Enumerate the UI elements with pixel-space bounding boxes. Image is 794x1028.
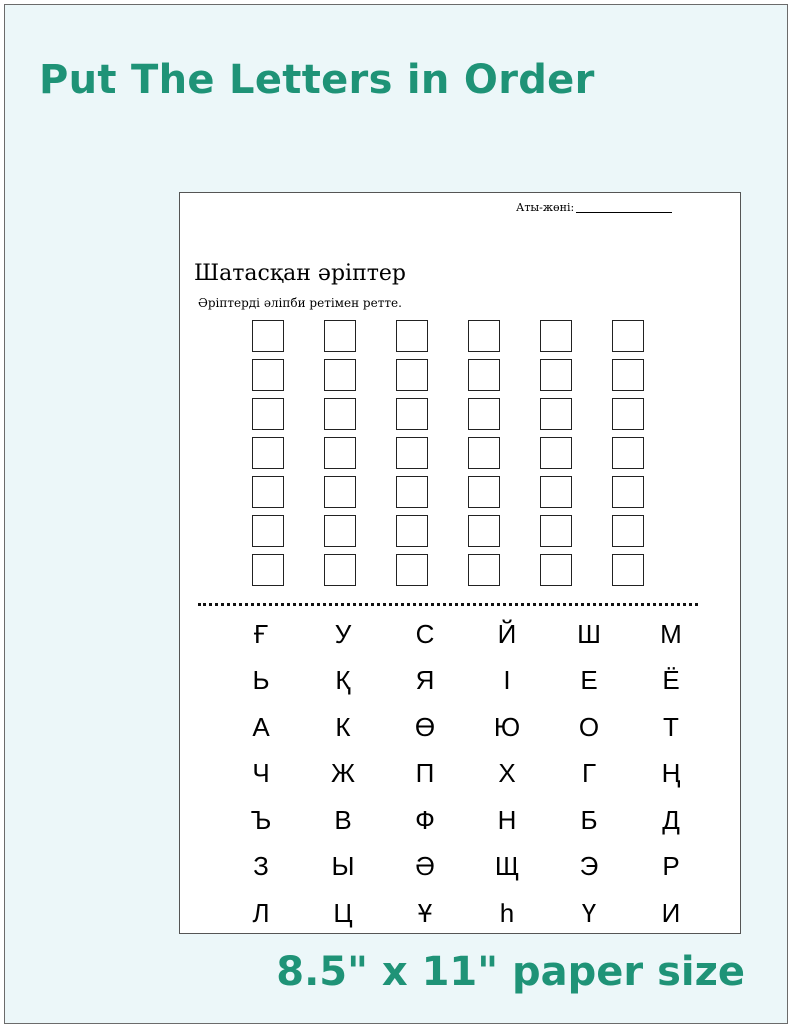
answer-box [540,320,572,352]
letter-cell: Л [252,897,270,928]
answer-box [396,554,428,586]
letter-cell: А [252,711,270,742]
letter-cell: һ [499,897,515,928]
answer-box [252,398,284,430]
answer-box [396,476,428,508]
letter-cell: Ң [661,758,681,789]
letter-cell: Ц [333,897,353,928]
letter-cell: Е [580,665,598,696]
letter-cell: Д [662,804,680,835]
answer-box [612,320,644,352]
letter-cell: Ғ [253,618,269,649]
name-field [516,201,672,214]
letter-cell: З [253,851,269,882]
answer-box [612,554,644,586]
letter-grid [220,611,712,937]
letter-cell: Ё [662,665,680,696]
answer-box [612,359,644,391]
answer-box [540,359,572,391]
letter-cell: Ы [331,851,355,882]
answer-box [396,398,428,430]
letter-cell: Щ [494,851,520,882]
letter-cell: Т [663,711,679,742]
letter-cell: Ч [252,758,270,789]
answer-box [252,515,284,547]
paper-size-caption: 8.5" x 11" paper size [276,949,745,995]
letter-cell: Ә [415,851,435,882]
product-frame [4,4,788,1024]
letter-cell: Ъ [250,804,272,835]
answer-box [612,437,644,469]
letter-cell: І [503,665,511,696]
answer-box [396,437,428,469]
worksheet-page [179,192,741,934]
answer-box [612,398,644,430]
answer-box [468,515,500,547]
answer-box [468,554,500,586]
answer-box [396,359,428,391]
answer-box [468,320,500,352]
worksheet-title: Шатасқан әріптер [194,261,407,286]
answer-box [396,320,428,352]
letter-cell: С [415,618,435,649]
letter-cell: Я [415,665,435,696]
page-heading: Put The Letters in Order [39,57,595,103]
letter-cell: Б [580,804,598,835]
name-line [576,212,672,213]
letter-cell: В [334,804,352,835]
letter-cell: Ж [330,758,355,789]
answer-box [324,437,356,469]
letter-cell: Р [662,851,680,882]
answer-box [612,476,644,508]
worksheet-instruction: Әріптерді әліпби ретімен ретте. [198,296,402,310]
answer-box [468,359,500,391]
letter-cell: У [334,618,352,649]
answer-box [540,515,572,547]
answer-box [540,554,572,586]
answer-box [468,437,500,469]
letter-cell: Х [498,758,516,789]
answer-box [252,320,284,352]
letter-cell: И [661,897,681,928]
letter-cell: Ө [414,711,436,742]
answer-box [252,554,284,586]
answer-box [324,515,356,547]
answer-box [612,515,644,547]
answer-box [324,476,356,508]
letter-cell: Қ [335,665,351,696]
letter-cell: Ү [581,897,597,928]
answer-box [468,476,500,508]
answer-box [468,398,500,430]
answer-box-grid [252,320,646,586]
answer-box [252,359,284,391]
letter-cell: М [660,618,682,649]
answer-box [540,437,572,469]
answer-box [324,554,356,586]
answer-box [324,359,356,391]
name-label: Аты-жөні: [516,201,575,214]
answer-box [396,515,428,547]
letter-cell: Ь [252,665,270,696]
letter-cell: П [415,758,435,789]
answer-box [252,437,284,469]
answer-box [324,320,356,352]
answer-box [540,476,572,508]
letter-cell: Ұ [417,897,433,928]
letter-cell: Э [579,851,599,882]
letter-cell: Й [497,618,517,649]
letter-cell: Ш [577,618,601,649]
letter-cell: Н [497,804,517,835]
letter-cell: Г [581,758,597,789]
answer-box [252,476,284,508]
answer-box [324,398,356,430]
letter-cell: К [335,711,351,742]
letter-cell: Ф [415,804,435,835]
letter-cell: Ю [493,711,521,742]
answer-box [540,398,572,430]
letter-cell: О [578,711,600,742]
dotted-divider [198,603,698,606]
